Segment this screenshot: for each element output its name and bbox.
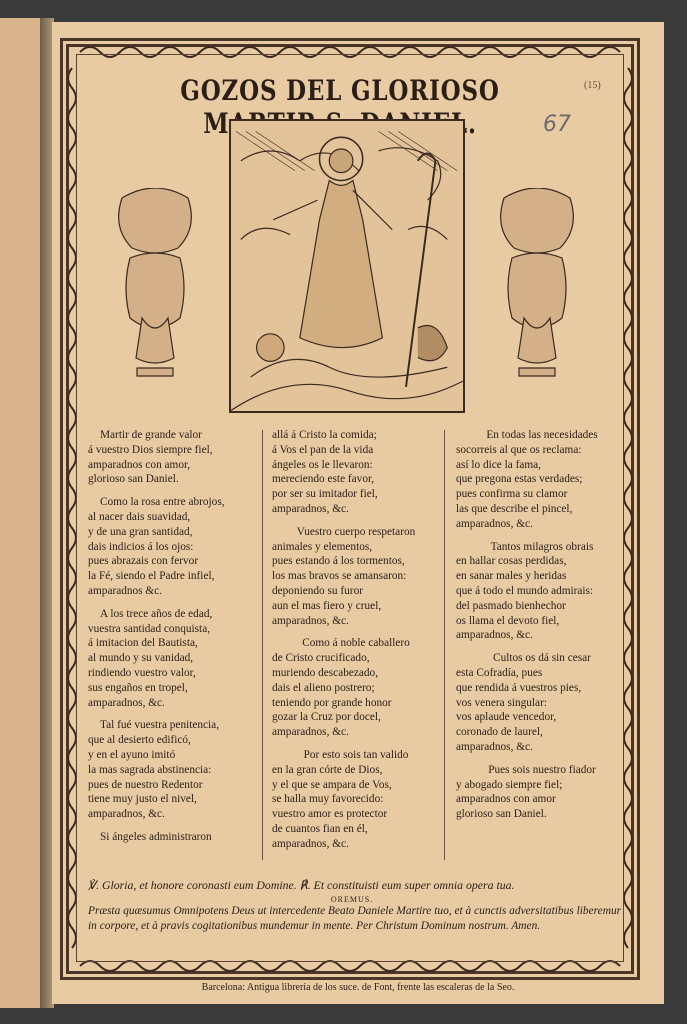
saint-woodcut-image: [229, 119, 465, 413]
verse-line: por ser su imitador fiel,: [272, 488, 378, 501]
verse-line: Como la rosa entre abrojos,: [100, 496, 225, 509]
verse-line: amparadnos, &c.: [456, 517, 533, 530]
versicle-line: ℣. Gloria, et honore coronasti eum Domine. ℟. Et constituisti eum super omnia opera tua.: [88, 878, 515, 892]
verse-line: pues confirma su clamor: [456, 488, 568, 501]
stanza-gap: [272, 517, 440, 525]
verse-line: al mundo y su vanidad,: [88, 652, 194, 665]
stanza-gap: [456, 532, 628, 540]
stanza-gap: [88, 710, 258, 718]
verse-line: así lo dice la fama,: [456, 458, 542, 471]
verse-line: dais indicios á los ojos:: [88, 540, 194, 553]
verse-line: amparadnos, &c.: [456, 629, 533, 642]
verse-line: á vuestro Dios siempre fiel,: [88, 443, 213, 456]
verse-line: y el que se ampara de Vos,: [272, 778, 392, 791]
verse-column-2: [272, 428, 440, 852]
right-vase-ornament: [494, 188, 580, 396]
verse-line: Vuestro cuerpo respetaron: [296, 525, 416, 538]
verse-line: á Vos el pan de la vida: [272, 443, 374, 456]
verse-line: ángeles os le llevaron:: [272, 458, 373, 471]
page-title: GOZOS DEL GLORIOSO MARTIR S. DANIEL.: [180, 74, 500, 140]
stanza-gap: [88, 822, 258, 830]
title-mark: (15): [584, 80, 601, 91]
verse-line: á imitacion del Bautista,: [88, 637, 198, 650]
prayer-text: Præsta quæsumus Omnipotens Deus ut intercedente Beato Daniele Martire tuo, et à cunctis adversitatibus liberemur in corpore, et à pravis cogitationibus mundemur in mente. Per Christum Dominum nostrum. Amen.: [88, 905, 622, 932]
verse-line: que pregona estas verdades;: [456, 473, 583, 486]
verse-line: sus engaños en tropel,: [88, 681, 188, 694]
verse-line: del pasmado bienhechor: [456, 599, 566, 612]
stanza-gap: [272, 628, 440, 636]
printer-footer: Barcelona: Antigua librería de los suce. de Font, frente las escaleras de la Seo.: [201, 982, 515, 993]
verse-line: muriendo descabezado,: [272, 666, 379, 679]
verse-line: amparadnos &c.: [88, 584, 163, 597]
verse-line: amparadnos, &c.: [456, 740, 533, 753]
verse-line: Como á noble caballero: [302, 637, 410, 650]
verse-line: que rendida á vuestros pies,: [456, 681, 582, 694]
verse-line: la mas sagrada abstinencia:: [88, 763, 212, 776]
verse-line: gozar la Cruz por docel,: [272, 711, 381, 724]
verse-line: amparadnos, &c.: [88, 696, 165, 709]
verse-line: os llama el devoto fiel,: [456, 614, 560, 627]
verse-line: en hallar cosas perdidas,: [456, 555, 567, 568]
verse-line: glorioso san Daniel.: [88, 473, 179, 486]
verse-line: Cultos os dá sin cesar: [493, 652, 591, 665]
verse-line: Tal fué vuestra penitencia,: [100, 719, 220, 732]
left-vase-ornament: [112, 188, 198, 396]
verse-line: pues de nuestro Redentor: [88, 778, 203, 791]
column-divider-2: [444, 430, 445, 860]
verse-line: amparadnos, &c.: [272, 726, 349, 739]
verse-line: teniendo por grande honor: [272, 696, 392, 709]
verse-line: Por esto sois tan valido: [303, 748, 409, 761]
verse-column-3: [456, 428, 628, 822]
verse-line: Pues sois nuestro fiador: [488, 763, 596, 776]
stanza-gap: [272, 740, 440, 748]
verse-line: amparadnos, &c.: [272, 502, 349, 515]
verse-line: vos aplaude vencedor,: [456, 711, 557, 724]
left-page-edge: [0, 18, 44, 1008]
verse-line: al nacer dais suavidad,: [88, 510, 191, 523]
verse-line: rindiendo vuestro valor,: [88, 666, 196, 679]
verse-line: amparadnos, &c.: [88, 808, 165, 821]
verse-line: amparadnos con amor: [456, 793, 556, 806]
verse-line: pues abrazais con fervor: [88, 555, 199, 568]
verse-line: Si ángeles administraron: [100, 830, 212, 843]
verse-line: pues estando á los tormentos,: [272, 555, 405, 568]
verse-line: en sanar males y heridas: [456, 570, 567, 583]
verse-line: amparadnos, &c.: [272, 837, 349, 850]
verse-line: En todas las necesidades: [486, 429, 598, 441]
verse-line: la Fé, siendo el Padre infiel,: [88, 570, 215, 583]
verse-line: aun el mas fiero y cruel,: [272, 599, 382, 612]
verse-line: de Cristo crucificado,: [272, 652, 370, 665]
stanza-gap: [456, 755, 628, 763]
stanza-gap: [88, 599, 258, 607]
verse-line: que á todo el mundo admirais:: [456, 584, 594, 597]
column-divider-1: [262, 430, 263, 860]
verse-line: vuestra santidad conquista,: [88, 622, 211, 635]
verse-line: vos venera singular:: [456, 696, 547, 709]
verse-line: glorioso san Daniel.: [456, 808, 547, 821]
stanza-gap: [456, 643, 628, 651]
verse-line: vuestro amor es protector: [272, 808, 388, 821]
verse-line: amparadnos, &c.: [272, 614, 349, 627]
verse-line: de cuantos fian en él,: [272, 822, 368, 835]
stanza-gap: [88, 487, 258, 495]
verse-line: esta Cofradía, pues: [456, 666, 543, 679]
verse-line: allá á Cristo la comida;: [272, 429, 377, 441]
verse-line: coronado de laurel,: [456, 726, 543, 739]
oremus-heading: OREMUS.: [330, 895, 374, 904]
verse-line: se halla muy favorecido:: [272, 793, 384, 806]
verse-line: los mas bravos se amansaron:: [272, 570, 407, 583]
verse-line: dais el alieno postrero;: [272, 681, 375, 694]
verse-line: Martir de grande valor: [100, 429, 202, 441]
verse-line: mereciendo este favor,: [272, 473, 375, 486]
verse-line: que al desierto edificó,: [88, 734, 191, 747]
verse-line: Tantos milagros obrais: [490, 540, 594, 553]
verse-column-1: [88, 428, 258, 845]
verse-line: socorreis al que os reclama:: [456, 443, 582, 456]
verse-line: tiene muy justo el nivel,: [88, 793, 197, 806]
verse-line: A los trece años de edad,: [100, 607, 213, 620]
verse-line: en la gran córte de Dios,: [272, 763, 383, 776]
verse-line: y de una gran santidad,: [88, 525, 193, 538]
verse-line: y en el ayuno imitó: [88, 748, 176, 761]
verse-line: y abogado siempre fiel;: [456, 778, 563, 791]
handwritten-number: 67: [543, 112, 571, 137]
verse-line: deponiendo su furor: [272, 584, 363, 597]
verse-line: amparadnos con amor,: [88, 458, 191, 471]
verse-line: las que describe el pincel,: [456, 502, 573, 515]
verse-line: animales y elementos,: [272, 540, 373, 553]
